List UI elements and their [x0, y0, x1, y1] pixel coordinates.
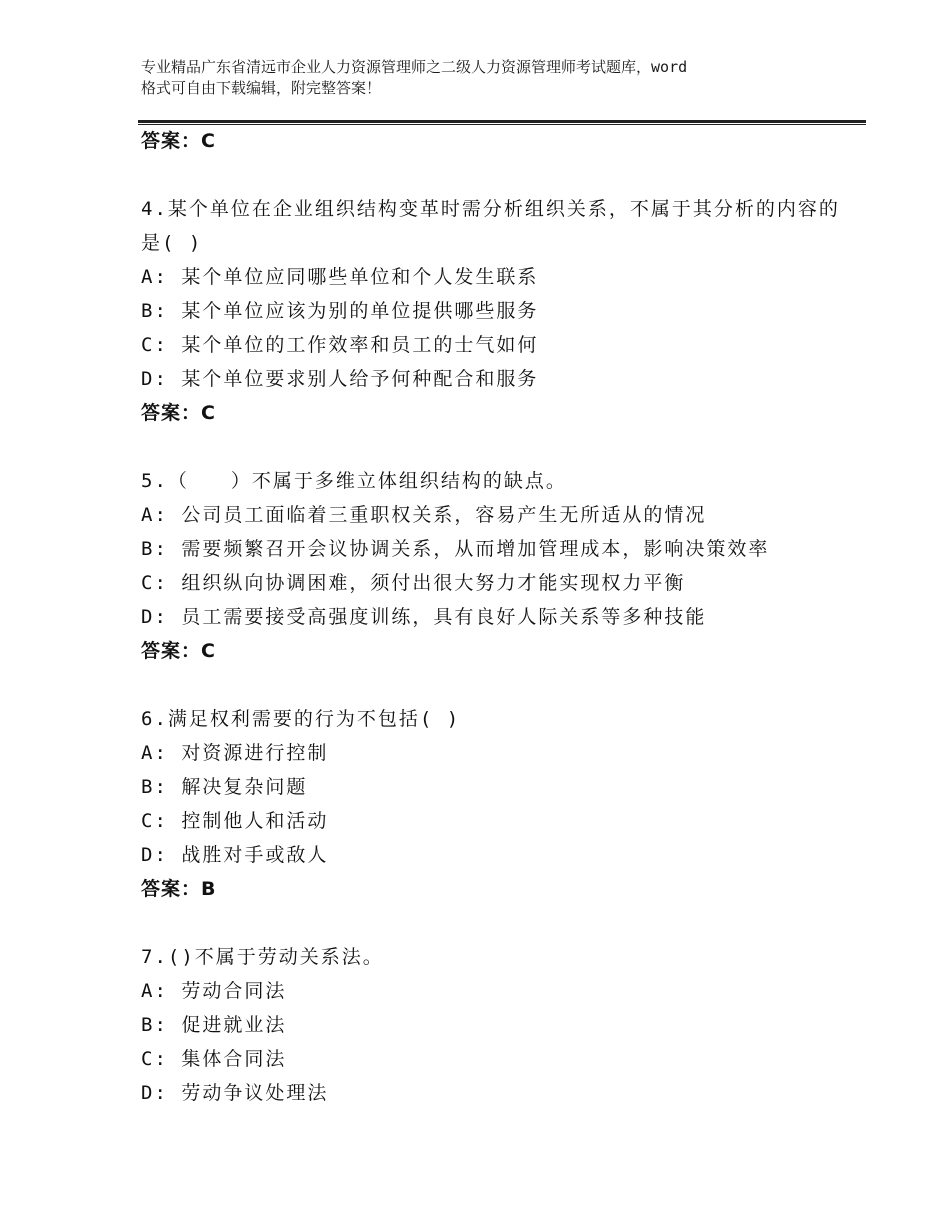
- option-a: A: 某个单位应同哪些单位和个人发生联系: [141, 266, 539, 288]
- question-text: 6.满足权利需要的行为不包括( ): [141, 708, 461, 730]
- option-b: B: 促进就业法: [141, 1014, 287, 1036]
- question-4: [141, 192, 851, 430]
- answer-previous: 答案：C: [141, 130, 216, 152]
- option-b: B: 某个单位应该为别的单位提供哪些服务: [141, 300, 539, 322]
- option-c: C: 组织纵向协调困难，须付出很大努力才能实现权力平衡: [141, 572, 686, 594]
- option-c: C: 某个单位的工作效率和员工的士气如何: [141, 334, 539, 356]
- header-line-1: 专业精品广东省清远市企业人力资源管理师之二级人力资源管理师考试题库，word: [141, 58, 688, 76]
- option-b: B: 需要频繁召开会议协调关系，从而增加管理成本，影响决策效率: [141, 538, 770, 560]
- document-header: [141, 57, 831, 99]
- option-a: A: 对资源进行控制: [141, 742, 329, 764]
- question-5: [141, 464, 851, 668]
- answer-line: 答案：C: [141, 402, 216, 424]
- option-d: D: 劳动争议处理法: [141, 1082, 329, 1104]
- question-text: 5.（ ）不属于多维立体组织结构的缺点。: [141, 470, 567, 492]
- question-6: [141, 702, 851, 906]
- option-a: A: 劳动合同法: [141, 980, 287, 1002]
- answer-line: 答案：B: [141, 878, 217, 900]
- question-text: 7.()不属于劳动关系法。: [141, 946, 384, 968]
- option-c: C: 控制他人和活动: [141, 810, 329, 832]
- question-list: [141, 124, 851, 1110]
- option-b: B: 解决复杂问题: [141, 776, 308, 798]
- option-d: D: 某个单位要求别人给予何种配合和服务: [141, 368, 539, 390]
- option-c: C: 集体合同法: [141, 1048, 287, 1070]
- header-line-2: 格式可自由下载编辑，附完整答案！: [141, 79, 382, 97]
- option-d: D: 员工需要接受高强度训练，具有良好人际关系等多种技能: [141, 606, 707, 628]
- option-a: A: 公司员工面临着三重职权关系，容易产生无所适从的情况: [141, 504, 707, 526]
- question-7: [141, 940, 851, 1110]
- answer-line: 答案：C: [141, 640, 216, 662]
- question-text: 4.某个单位在企业组织结构变革时需分析组织关系，不属于其分析的内容的是( ): [141, 198, 840, 254]
- option-d: D: 战胜对手或敌人: [141, 844, 329, 866]
